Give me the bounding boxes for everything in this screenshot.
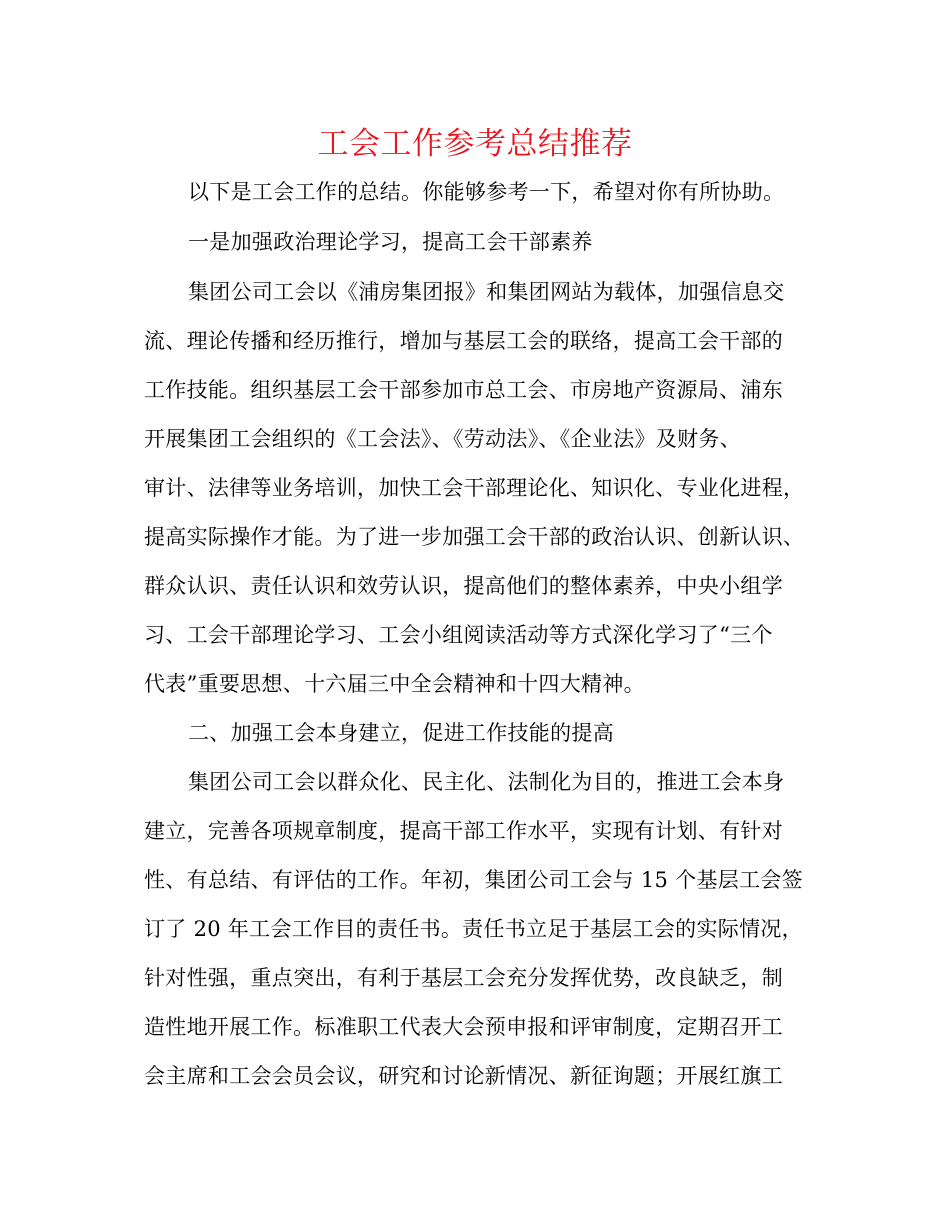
paragraph-line: 集团公司工会以《浦房集团报》和集团网站为载体，加强信息交 xyxy=(188,280,785,304)
paragraph-line: 建立，完善各项规章制度，提高干部工作水平，实现有计划、有针对 xyxy=(144,819,783,843)
paragraph-line: 集团公司工会以群众化、民主化、法制化为目的，推进工会本身 xyxy=(188,770,785,794)
paragraph-line: 工作技能。组织基层工会干部参加市总工会、市房地产资源局、浦东 xyxy=(144,378,783,402)
document-title: 工会工作参考总结推荐 xyxy=(317,126,633,162)
paragraph-line: 性、有总结、有评估的工作。年初，集团公司工会与 15 个基层工会签 xyxy=(144,868,803,892)
paragraph-line: 审计、法律等业务培训，加快工会干部理论化、知识化、专业化进程， xyxy=(144,476,805,500)
paragraph-line: 提高实际操作才能。为了进一步加强工会干部的政治认识、创新认识、 xyxy=(144,525,805,549)
paragraph-line: 群众认识、责任认识和效劳认识，提高他们的整体素养，中央小组学 xyxy=(144,574,783,598)
paragraph-line: 造性地开展工作。标准职工代表大会预申报和评审制度，定期召开工 xyxy=(144,1015,783,1039)
paragraph-line: 习、工会干部理论学习、工会小组阅读活动等方式深化学习了“三个 xyxy=(144,623,773,647)
paragraph-line: 代表”重要思想、十六届三中全会精神和十四大精神。 xyxy=(144,672,645,696)
paragraph-line: 订了 20 年工会工作目的责任书。责任书立足于基层工会的实际情况， xyxy=(144,917,803,941)
section-heading-1: 一是加强政治理论学习，提高工会干部素养 xyxy=(188,230,593,254)
paragraph-line: 开展集团工会组织的《工会法》、《劳动法》、《企业法》及财务、 xyxy=(144,427,741,451)
paragraph-line: 流、理论传播和经历推行，增加与基层工会的联络，提高工会干部的 xyxy=(144,329,783,353)
paragraph-line-intro: 以下是工会工作的总结。你能够参考一下，希望对你有所协助。 xyxy=(188,180,785,204)
paragraph-line: 会主席和工会会员会议，研究和讨论新情况、新征询题；开展红旗工 xyxy=(144,1064,783,1088)
section-heading-2: 二、加强工会本身建立，促进工作技能的提高 xyxy=(188,721,614,745)
paragraph-line: 针对性强，重点突出，有利于基层工会充分发挥优势，改良缺乏，制 xyxy=(144,966,783,990)
